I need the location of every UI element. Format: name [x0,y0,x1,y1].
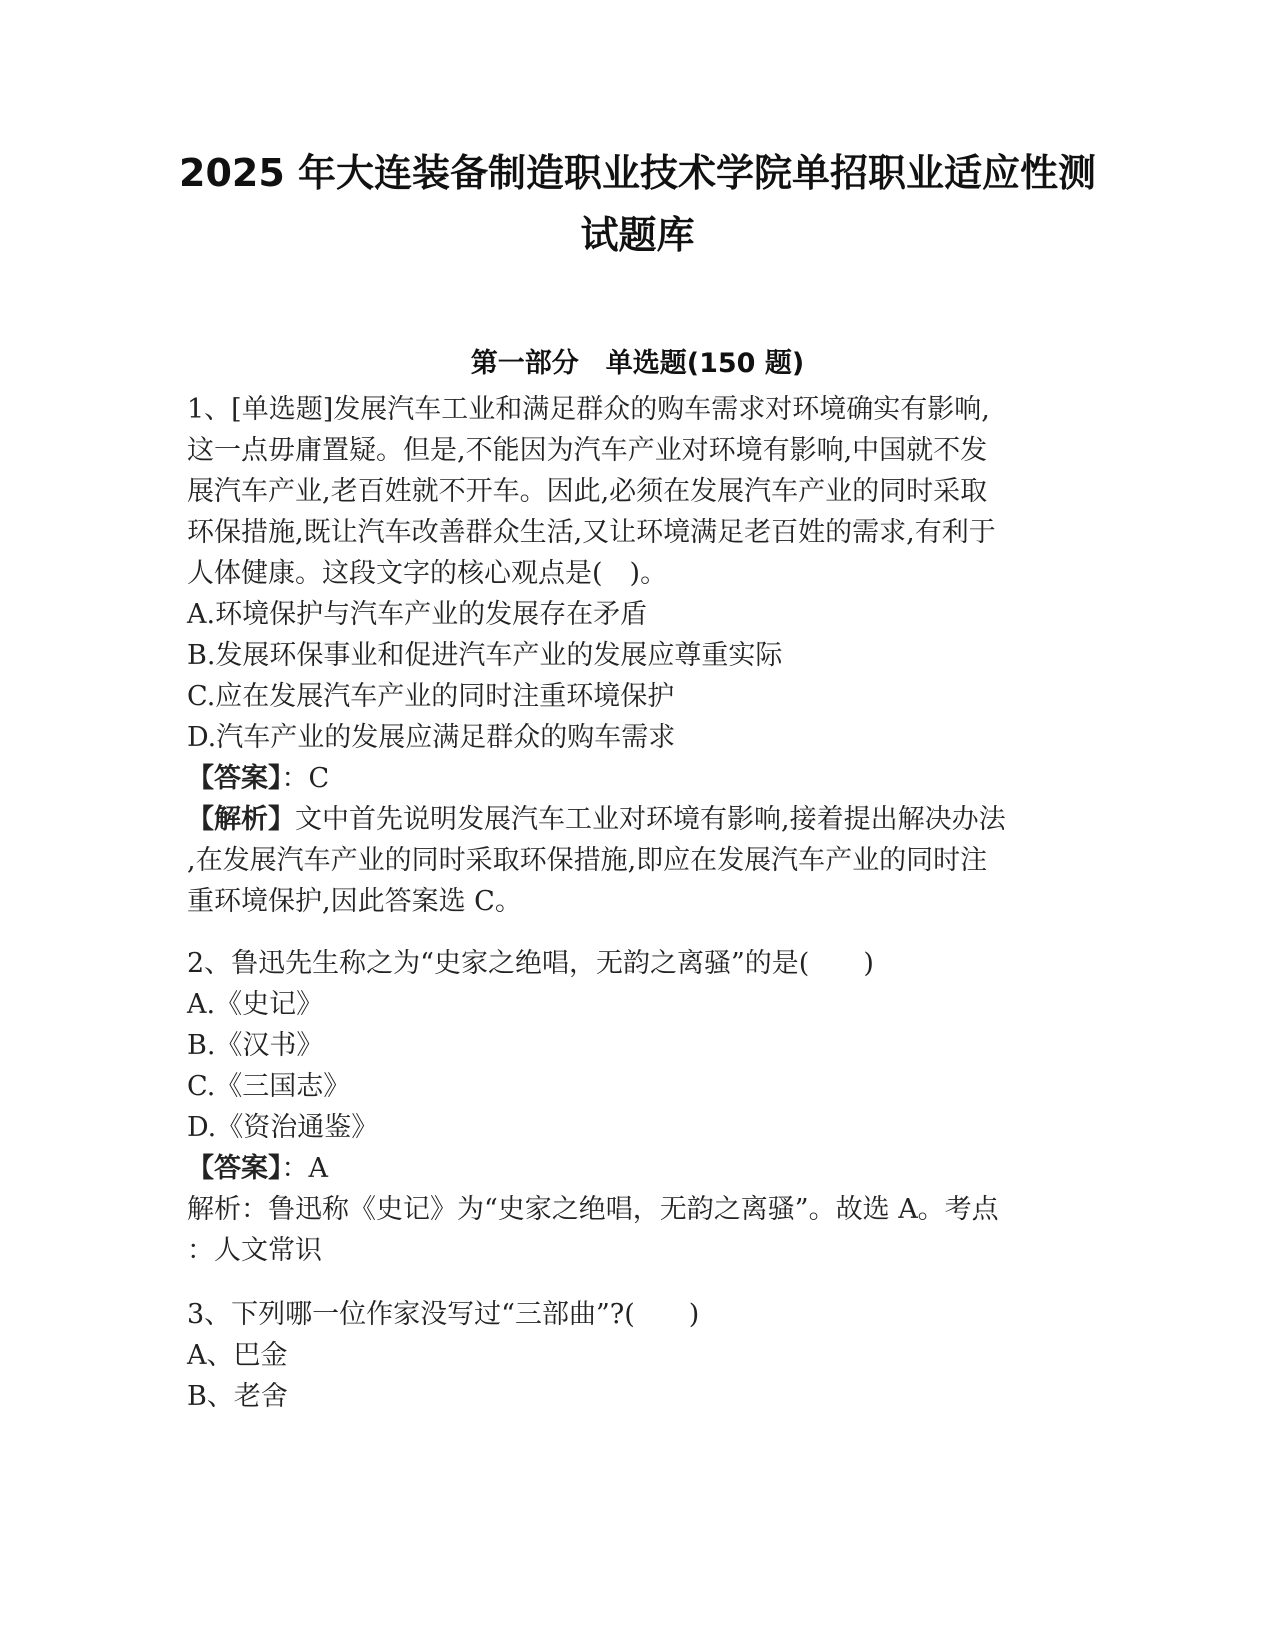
q1-option-d: D.汽车产业的发展应满足群众的购车需求 [187,722,676,753]
q2-option-c: C.《三国志》 [187,1071,351,1102]
q1-stem-line-4: 环保措施,既让汽车改善群众生活,又让环境满足老百姓的需求,有利于 [187,517,996,548]
q1-stem-line-5: 人体健康。这段文字的核心观点是( )。 [187,558,668,589]
title-line-2: 试题库 [580,213,695,257]
q1-answer-value: ：C [281,763,330,794]
q3-option-a: A、巴金 [187,1340,288,1371]
q1-stem-line-1: 1、[单选题]发展汽车工业和满足群众的购车需求对环境确实有影响, [187,394,990,425]
q1-analysis-line-1 [187,802,1006,838]
q2-answer-value: ：A [281,1153,328,1184]
q1-analysis-line-3: 重环境保护,因此答案选 C。 [187,886,522,917]
q3-option-b: B、老舍 [187,1381,288,1412]
q1-answer [187,761,329,797]
q3-stem: 3、下列哪一位作家没写过“三部曲”?( ) [187,1299,700,1330]
section-title: 第一部分 单选题(150 题) [470,348,805,379]
q2-analysis-line-2: ：人文常识 [187,1235,322,1266]
q1-option-c: C.应在发展汽车产业的同时注重环境保护 [187,681,675,712]
q2-option-a: A.《史记》 [187,989,324,1020]
q1-analysis-text-1: 文中首先说明发展汽车工业对环境有影响,接着提出解决办法 [295,804,1006,835]
q1-stem-line-3: 展汽车产业,老百姓就不开车。因此,必须在发展汽车产业的同时采取 [187,476,988,507]
q1-answer-label: 【答案】 [187,763,282,794]
document-title [150,142,1125,266]
q1-analysis-label: 【解析】 [187,804,295,835]
q1-option-b: B.发展环保事业和促进汽车产业的发展应尊重实际 [187,640,783,671]
q1-analysis-line-2: ,在发展汽车产业的同时采取环保措施,即应在发展汽车产业的同时注 [187,845,988,876]
q1-stem-line-2: 这一点毋庸置疑。但是,不能因为汽车产业对环境有影响,中国就不发 [187,435,988,466]
q1-option-a: A.环境保护与汽车产业的发展存在矛盾 [187,599,648,630]
q2-option-b: B.《汉书》 [187,1030,324,1061]
q2-answer-label: 【答案】 [187,1153,282,1184]
title-line-1: 2025 年大连装备制造职业技术学院单招职业适应性测 [179,151,1096,195]
q2-answer [187,1151,328,1187]
q2-analysis-line-1: 解析：鲁迅称《史记》为“史家之绝唱，无韵之离骚”。故选 A。考点 [187,1194,999,1225]
q2-option-d: D.《资治通鉴》 [187,1112,379,1143]
q2-stem: 2、鲁迅先生称之为“史家之绝唱，无韵之离骚”的是( ) [187,948,874,979]
